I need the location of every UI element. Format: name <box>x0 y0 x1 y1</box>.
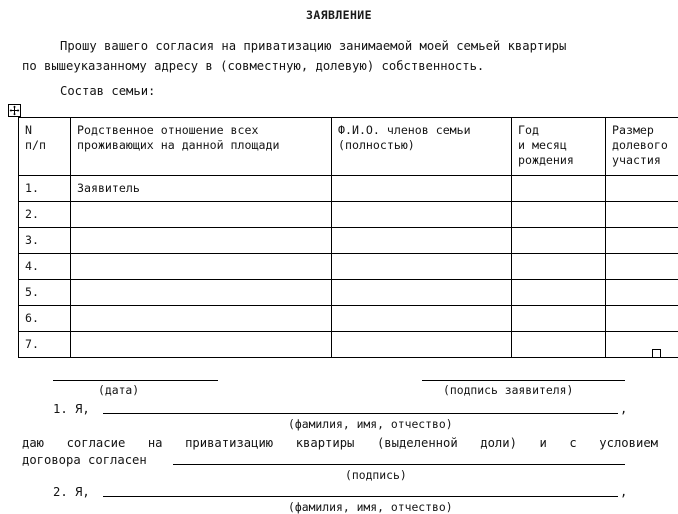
cell-share[interactable] <box>606 280 678 306</box>
table-row[interactable] <box>19 280 678 306</box>
item1-name-caption: (фамилия, имя, отчество) <box>288 417 453 431</box>
cell-birth[interactable] <box>512 176 606 202</box>
cell-relation[interactable] <box>71 280 332 306</box>
cell-fullname[interactable] <box>332 176 512 202</box>
header-cell-fullname <box>332 118 512 176</box>
cell-fullname[interactable] <box>332 254 512 280</box>
cell-relation[interactable] <box>71 228 332 254</box>
cell-relation[interactable]: Заявитель <box>71 176 332 202</box>
cell-number: 6. <box>19 306 71 332</box>
page-title: ЗАЯВЛЕНИЕ <box>306 8 372 22</box>
cell-fullname[interactable] <box>332 306 512 332</box>
table-header-row <box>19 118 678 176</box>
table-row[interactable] <box>19 332 678 358</box>
header-relation-line-1: Родственное отношение всех <box>77 123 259 137</box>
move-cross-icon <box>9 105 20 116</box>
cell-fullname[interactable] <box>332 202 512 228</box>
item2-name-caption: (фамилия, имя, отчество) <box>288 500 453 514</box>
header-cell-share <box>606 118 678 176</box>
table-row[interactable] <box>19 254 678 280</box>
table-row[interactable] <box>19 176 678 202</box>
item2-name-rule[interactable] <box>103 496 618 497</box>
header-number-line-1: N <box>25 123 32 137</box>
header-cell-number <box>19 118 71 176</box>
cell-birth[interactable] <box>512 280 606 306</box>
header-cell-relation <box>71 118 332 176</box>
consent-line-1: даю согласие на приватизацию квартиры (выделенной доли) и с условием <box>22 436 658 450</box>
item2-label: 2. Я, <box>53 485 90 499</box>
item1-comma: , <box>620 402 628 416</box>
cell-number: 5. <box>19 280 71 306</box>
header-fullname-line-2: (полностью) <box>338 138 415 152</box>
item2-comma: , <box>620 485 628 499</box>
table-resize-handle[interactable] <box>652 349 661 358</box>
date-caption: (дата) <box>98 383 140 397</box>
cell-fullname[interactable] <box>332 280 512 306</box>
cell-birth[interactable] <box>512 306 606 332</box>
cell-relation[interactable] <box>71 254 332 280</box>
cell-birth[interactable] <box>512 254 606 280</box>
consent-line-2-prefix: договора согласен <box>22 453 147 467</box>
header-cell-birth <box>512 118 606 176</box>
header-relation-line-2: проживающих на данной площади <box>77 138 280 152</box>
table-header <box>19 118 678 176</box>
cell-number: 1. <box>19 176 71 202</box>
cell-number: 2. <box>19 202 71 228</box>
family-composition-heading: Состав семьи: <box>60 84 156 98</box>
family-composition-table <box>18 117 678 358</box>
cell-relation[interactable] <box>71 202 332 228</box>
cell-share[interactable] <box>606 228 678 254</box>
cell-share[interactable] <box>606 254 678 280</box>
table-row[interactable] <box>19 306 678 332</box>
cell-share[interactable] <box>606 176 678 202</box>
intro-line-1: Прошу вашего согласия на приватизацию занимаемой моей семьей квартиры <box>60 39 567 53</box>
cell-fullname[interactable] <box>332 332 512 358</box>
header-birth-line-3: рождения <box>518 153 574 167</box>
table-move-handle[interactable] <box>8 104 21 117</box>
table-row[interactable] <box>19 228 678 254</box>
intro-line-2: по вышеуказанному адресу в (совместную, долевую) собственность. <box>22 59 485 73</box>
intro-paragraph <box>22 36 658 76</box>
applicant-signature-caption: (подпись заявителя) <box>443 383 574 397</box>
cell-birth[interactable] <box>512 332 606 358</box>
header-number-line-2: п/п <box>25 138 46 152</box>
cell-number: 3. <box>19 228 71 254</box>
cell-share[interactable] <box>606 306 678 332</box>
consent-signature-rule[interactable] <box>173 464 625 465</box>
cell-share[interactable] <box>606 202 678 228</box>
header-share-line-3: участия <box>612 153 661 167</box>
header-birth-line-1: Год <box>518 123 539 137</box>
family-table-wrapper <box>18 117 668 358</box>
header-fullname-line-1: Ф.И.О. членов семьи <box>338 123 471 137</box>
cell-number: 4. <box>19 254 71 280</box>
table-row[interactable] <box>19 202 678 228</box>
cell-birth[interactable] <box>512 228 606 254</box>
cell-relation[interactable] <box>71 306 332 332</box>
date-rule[interactable] <box>53 380 218 381</box>
cell-share[interactable] <box>606 332 678 358</box>
header-share-line-1: Размер <box>612 123 654 137</box>
header-birth-line-2: и месяц <box>518 138 567 152</box>
cell-birth[interactable] <box>512 202 606 228</box>
header-share-line-2: долевого <box>612 138 668 152</box>
applicant-signature-rule[interactable] <box>422 380 625 381</box>
cell-fullname[interactable] <box>332 228 512 254</box>
consent-signature-caption: (подпись) <box>345 468 407 482</box>
cell-relation[interactable] <box>71 332 332 358</box>
cell-number: 7. <box>19 332 71 358</box>
item1-name-rule[interactable] <box>103 413 618 414</box>
table-body <box>19 176 678 358</box>
item1-label: 1. Я, <box>53 402 90 416</box>
